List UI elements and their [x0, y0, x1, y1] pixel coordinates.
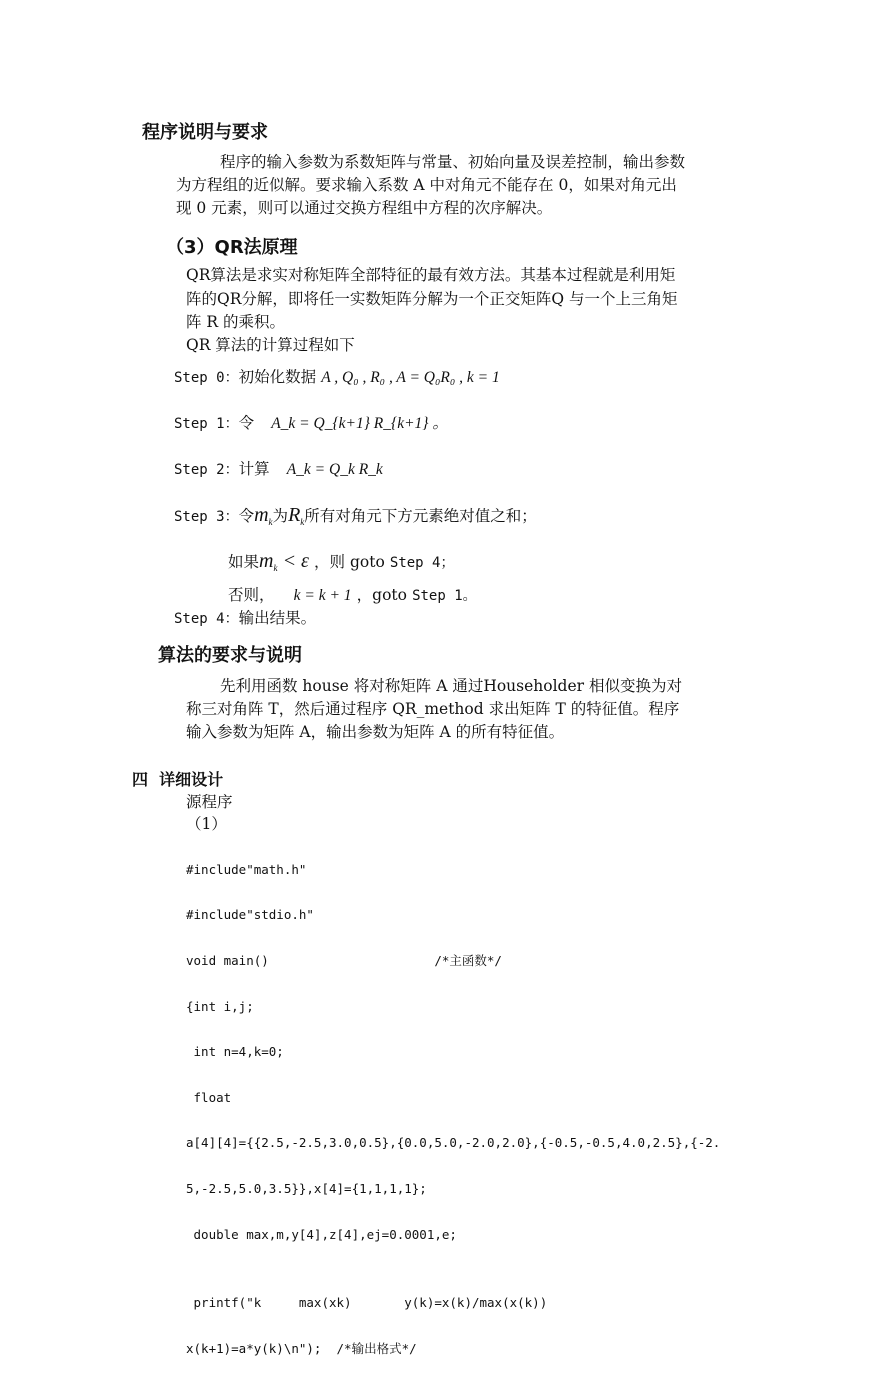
section-title-algorithm: 算法的要求与说明 [158, 645, 302, 666]
step-text: 所有对角元下方元素绝对值之和； [304, 507, 537, 525]
condition-if [228, 550, 454, 573]
code-line: a[4][4]={{2.5,-2.5,3.0,0.5},{0.0,5.0,-2.0,2.0},{-0.5,-0.5,4.0,2.5},{-2. [186, 1135, 721, 1151]
code-line: x(k+1)=a*y(k)\n"); /*输出格式*/ [186, 1340, 417, 1356]
step-text: 令 [238, 414, 255, 432]
section-title-detail: 四 详细设计 [132, 770, 224, 789]
step-2 [174, 458, 383, 481]
step-0 [174, 366, 500, 389]
paragraph-line: 为方程组的近似解。要求输入系数 A 中对角元不能存在 0，如果对角元出 [176, 176, 677, 194]
math-m: m [259, 550, 274, 572]
step-text: 初始化数据 [238, 368, 317, 386]
step-text: 为 [272, 507, 289, 525]
math-sub: k [300, 517, 305, 528]
math-compare: < ε [282, 550, 309, 572]
code-line: float [186, 1089, 232, 1105]
paragraph-line: QR 算法的计算过程如下 [186, 336, 355, 354]
step-label: Step 3： [174, 509, 239, 525]
paragraph-line: 程序的输入参数为系数矩阵与常量、初始向量及误差控制，输出参数 [220, 153, 686, 171]
step-3 [174, 504, 537, 527]
paragraph-line: 称三对角阵 T，然后通过程序 QR_method 求出矩阵 T 的特征值。程序 [186, 700, 680, 718]
subsection-number: （1） [186, 815, 227, 833]
step-text: 令 [238, 507, 255, 525]
code-line: void main() /*主函数*/ [186, 952, 502, 968]
source-code-block [186, 836, 720, 1383]
step-formula: A , Q₀ , R₀ , A = Q₀R₀ , k = 1 [321, 369, 500, 386]
step-text: 计算 [238, 460, 270, 478]
condition-text: 如果 [228, 553, 260, 571]
code-line: #include"math.h" [186, 861, 307, 877]
step-label: Step 0： [174, 370, 239, 386]
step-formula: A_k = Q_{k+1} R_{k+1} 。 [271, 415, 448, 432]
code-line: double max,m,y[4],z[4],ej=0.0001,e; [186, 1226, 457, 1242]
condition-text: ，则 goto [314, 553, 385, 571]
section-title-qr: （3）QR法原理 [166, 237, 298, 258]
code-line: {int i,j; [186, 998, 254, 1014]
paragraph-line: 输入参数为矩阵 A，输出参数为矩阵 A 的所有特征值。 [186, 723, 565, 741]
step-formula: A_k = Q_k R_k [286, 461, 383, 478]
code-line: 5,-2.5,5.0,3.5}},x[4]={1,1,1,1}; [186, 1180, 427, 1196]
goto-target: Step 4； [389, 555, 455, 571]
paragraph-line: 阵的QR分解，即将任一实数矩阵分解为一个正交矩阵Q 与一个上三角矩 [186, 290, 678, 308]
code-line: int n=4,k=0; [186, 1044, 284, 1060]
paragraph-line: QR算法是求实对称矩阵全部特征的最有效方法。其基本过程就是利用矩 [186, 266, 676, 284]
math-increment: k = k + 1 [293, 587, 352, 604]
step-label: Step 1： [174, 416, 239, 432]
condition-text: ，goto [356, 586, 407, 604]
step-1 [174, 412, 448, 435]
step-label: Step 2： [174, 462, 239, 478]
section-title-program: 程序说明与要求 [142, 122, 268, 143]
paragraph-line: 先利用函数 house 将对称矩阵 A 通过Householder 相似变换为对 [220, 677, 682, 695]
math-sub: k [268, 517, 273, 528]
step-label: Step 4： [174, 611, 239, 627]
paragraph-line: 现 0 元素，则可以通过交换方程组中方程的次序解决。 [176, 199, 553, 217]
subsection-label: 源程序 [186, 793, 233, 811]
code-line: #include"stdio.h" [186, 907, 314, 923]
step-text: 输出结果。 [238, 609, 317, 627]
paragraph-line: 阵 R 的乘积。 [186, 313, 286, 331]
code-line: printf("k max(xk) y(k)=x(k)/max(x(k)) [186, 1294, 548, 1310]
math-sub: k [273, 563, 278, 574]
math-m: m [254, 504, 269, 526]
math-r: R [288, 504, 301, 526]
condition-text: 否则， [228, 586, 275, 604]
step-4 [174, 607, 316, 629]
condition-else [228, 584, 477, 607]
goto-target: Step 1。 [412, 588, 477, 604]
